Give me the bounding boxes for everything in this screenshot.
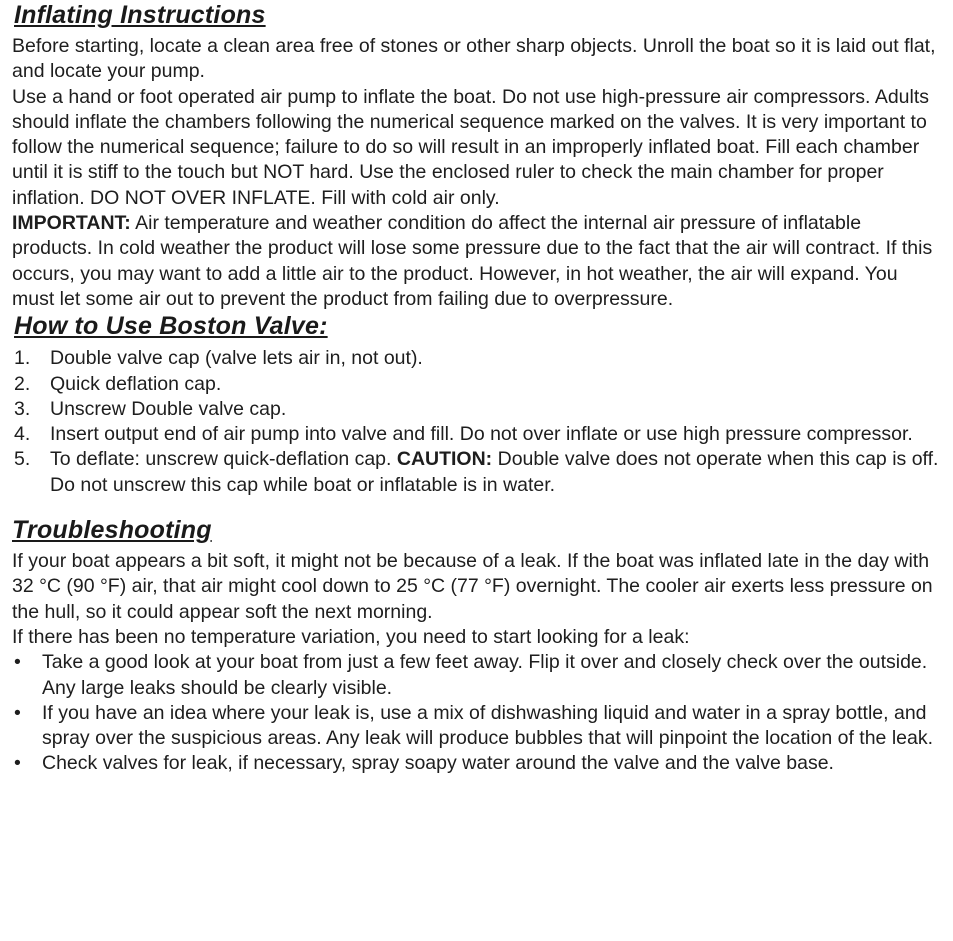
- bullet-text: If you have an idea where your leak is, use a mix of dishwashing liquid and water in a spray bottle, and spray over the suspicious areas. Any leak will produce bubbles that will pinpoint the location of the leak.: [42, 701, 934, 750]
- step5-text-post: Double valve does not operate when this cap is off. Do not unscrew this cap while boat or inflatable is in water.: [50, 448, 939, 496]
- paragraph-leak-intro: If there has been no temperature variation, you need to start looking for a leak:: [12, 625, 690, 648]
- bullet-icon: •: [14, 752, 21, 775]
- list-item: [14, 422, 945, 447]
- caution-label: CAUTION:: [396, 448, 493, 471]
- paragraph-important-notice: [12, 211, 945, 312]
- step-text: Double valve cap (valve lets air in, not out).: [50, 347, 423, 370]
- list-item: [12, 751, 945, 776]
- step-text: Insert output end of air pump into valve and fill. Do not over inflate or use high pressure compressor.: [50, 423, 913, 446]
- step5-text-pre: To deflate: unscrew quick-deflation cap.: [50, 448, 397, 471]
- leak-check-bullet-list: [12, 650, 945, 776]
- paragraph-preparation: Before starting, locate a clean area free of stones or other sharp objects. Unroll the boat so it is laid out flat, and locate your pump.: [12, 35, 936, 83]
- step-number: 3.: [14, 397, 31, 420]
- list-item: [12, 650, 945, 701]
- bullet-text: Check valves for leak, if necessary, spray soapy water around the valve and the valve base.: [42, 752, 834, 775]
- step-number: 4.: [14, 423, 31, 446]
- heading-troubleshooting: Troubleshooting: [12, 516, 212, 545]
- important-text: Air temperature and weather condition do affect the internal air pressure of inflatable products. In cold weather the product will lose some pressure due to the fact that the air will contract. If this occurs, you may want to add a little air to the product. However, in hot weather, the air will expand. You must let some air out to prevent the product from failing due to overpressure.: [12, 212, 933, 310]
- heading-inflating-instructions: Inflating Instructions: [14, 1, 266, 29]
- important-label: IMPORTANT:: [12, 212, 131, 235]
- step-number: 1.: [14, 347, 31, 370]
- bullet-icon: •: [14, 701, 21, 724]
- heading-boston-valve: How to Use Boston Valve:: [14, 312, 328, 341]
- bullet-icon: •: [14, 651, 21, 674]
- step-text: Quick deflation cap.: [50, 372, 222, 395]
- list-item: [14, 397, 945, 422]
- paragraph-soft-boat: If your boat appears a bit soft, it might not be because of a leak. If the boat was inflated late in the day with 32 °C (90 °F) air, that air might cool down to 25 °C (77 °F) overnight. The cooler air exerts less pressure on the hull, so it could appear soft the next morning.: [12, 550, 933, 623]
- step-text: Unscrew Double valve cap.: [50, 397, 287, 420]
- boston-valve-steps-list: [14, 346, 945, 498]
- step-number: 2.: [14, 372, 31, 395]
- list-item: [12, 701, 945, 752]
- step-text: [50, 447, 945, 498]
- step-number: 5.: [14, 448, 31, 471]
- list-item: [14, 346, 945, 371]
- bullet-text: Take a good look at your boat from just a few feet away. Flip it over and closely check over the outside. Any large leaks should be clearly visible.: [42, 651, 928, 699]
- list-item: [14, 447, 945, 498]
- list-item: [14, 372, 945, 397]
- paragraph-pump-instructions: Use a hand or foot operated air pump to inflate the boat. Do not use high-pressure air compressors. Adults should inflate the chambers following the numerical sequence marked on the valves. It is very important to follow the numerical sequence; failure to do so will result in an improperly inflated boat. Fill each chamber until it is stiff to the touch but NOT hard. Use the enclosed ruler to check the main chamber for proper inflation. DO NOT OVER INFLATE. Fill with cold air only.: [12, 85, 930, 209]
